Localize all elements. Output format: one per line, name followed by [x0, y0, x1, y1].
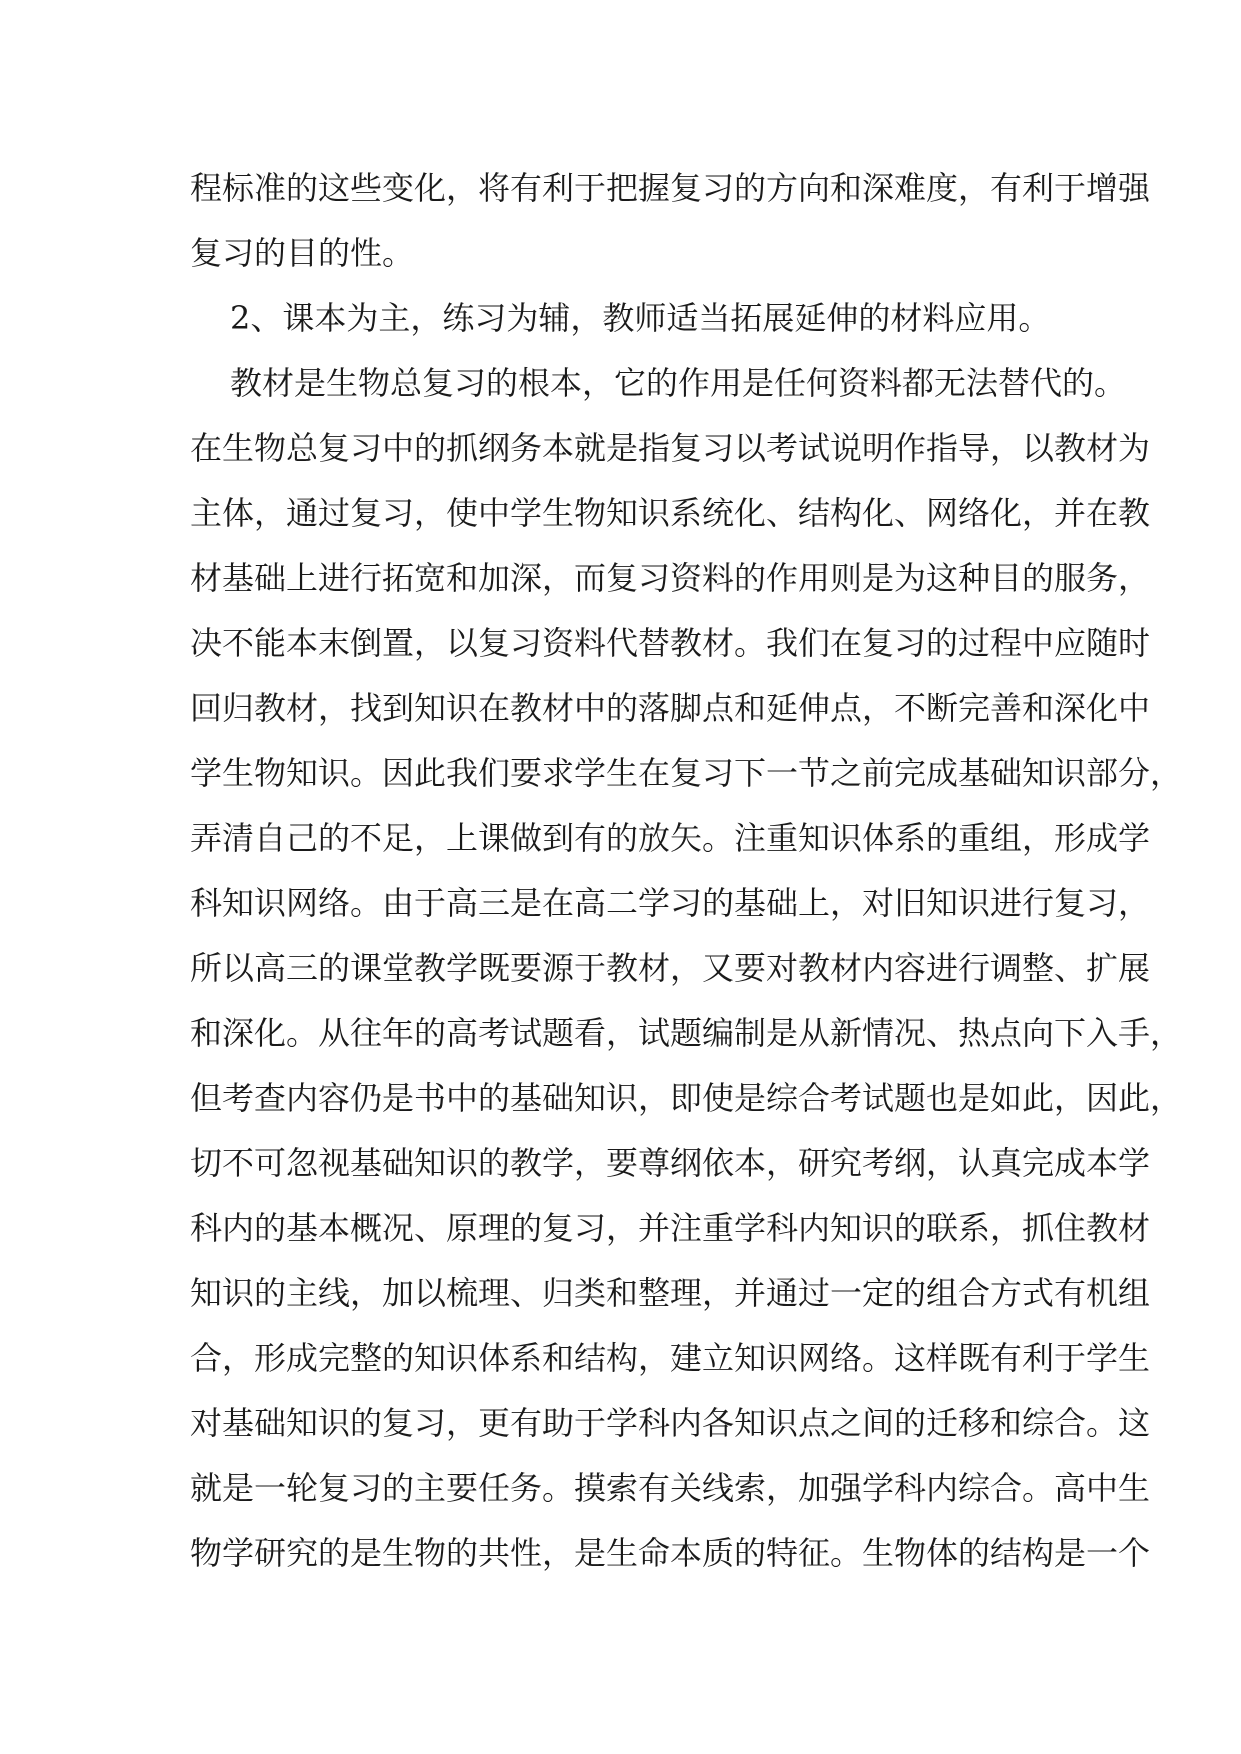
- text-line: 科内的基本概况、原理的复习，并注重学科内知识的联系，抓住教材: [190, 1209, 1151, 1247]
- text-line: 程标准的这些变化，将有利于把握复习的方向和深难度，有利于增强: [190, 169, 1151, 207]
- text-line: 科知识网络。由于高三是在高二学习的基础上，对旧知识进行复习，: [190, 884, 1151, 922]
- text-line: 材基础上进行拓宽和加深，而复习资料的作用则是为这种目的服务，: [190, 559, 1151, 597]
- paragraph-start-line: 教材是生物总复习的根本，它的作用是任何资料都无法替代的。: [230, 364, 1127, 402]
- text-line: 知识的主线，加以梳理、归类和整理，并通过一定的组合方式有机组: [190, 1274, 1151, 1312]
- text-line: 在生物总复习中的抓纲务本就是指复习以考试说明作指导，以教材为: [190, 429, 1151, 467]
- text-line: 但考查内容仍是书中的基础知识，即使是综合考试题也是如此，因此，: [190, 1079, 1183, 1117]
- text-line: 学生物知识。因此我们要求学生在复习下一节之前完成基础知识部分，: [190, 754, 1183, 792]
- text-line: 就是一轮复习的主要任务。摸索有关线索，加强学科内综合。高中生: [190, 1469, 1151, 1507]
- section-heading: 2、课本为主，练习为辅，教师适当拓展延伸的材料应用。: [230, 299, 1051, 337]
- text-line: 和深化。从往年的高考试题看，试题编制是从新情况、热点向下入手，: [190, 1014, 1183, 1052]
- text-line: 合，形成完整的知识体系和结构，建立知识网络。这样既有利于学生: [190, 1339, 1151, 1377]
- text-line: 所以高三的课堂教学既要源于教材，又要对教材内容进行调整、扩展: [190, 949, 1151, 987]
- text-line: 弄清自己的不足，上课做到有的放矢。注重知识体系的重组，形成学: [190, 819, 1151, 857]
- text-line: 决不能本末倒置，以复习资料代替教材。我们在复习的过程中应随时: [190, 624, 1151, 662]
- text-line: 物学研究的是生物的共性，是生命本质的特征。生物体的结构是一个: [190, 1534, 1151, 1572]
- text-line: 主体，通过复习，使中学生物知识系统化、结构化、网络化，并在教: [190, 494, 1151, 532]
- text-line: 复习的目的性。: [190, 234, 415, 272]
- text-line: 回归教材，找到知识在教材中的落脚点和延伸点，不断完善和深化中: [190, 689, 1151, 727]
- text-line: 对基础知识的复习，更有助于学科内各知识点之间的迁移和综合。这: [190, 1404, 1151, 1442]
- text-line: 切不可忽视基础知识的教学，要尊纲依本，研究考纲，认真完成本学: [190, 1144, 1151, 1182]
- body-text: [190, 156, 1183, 1586]
